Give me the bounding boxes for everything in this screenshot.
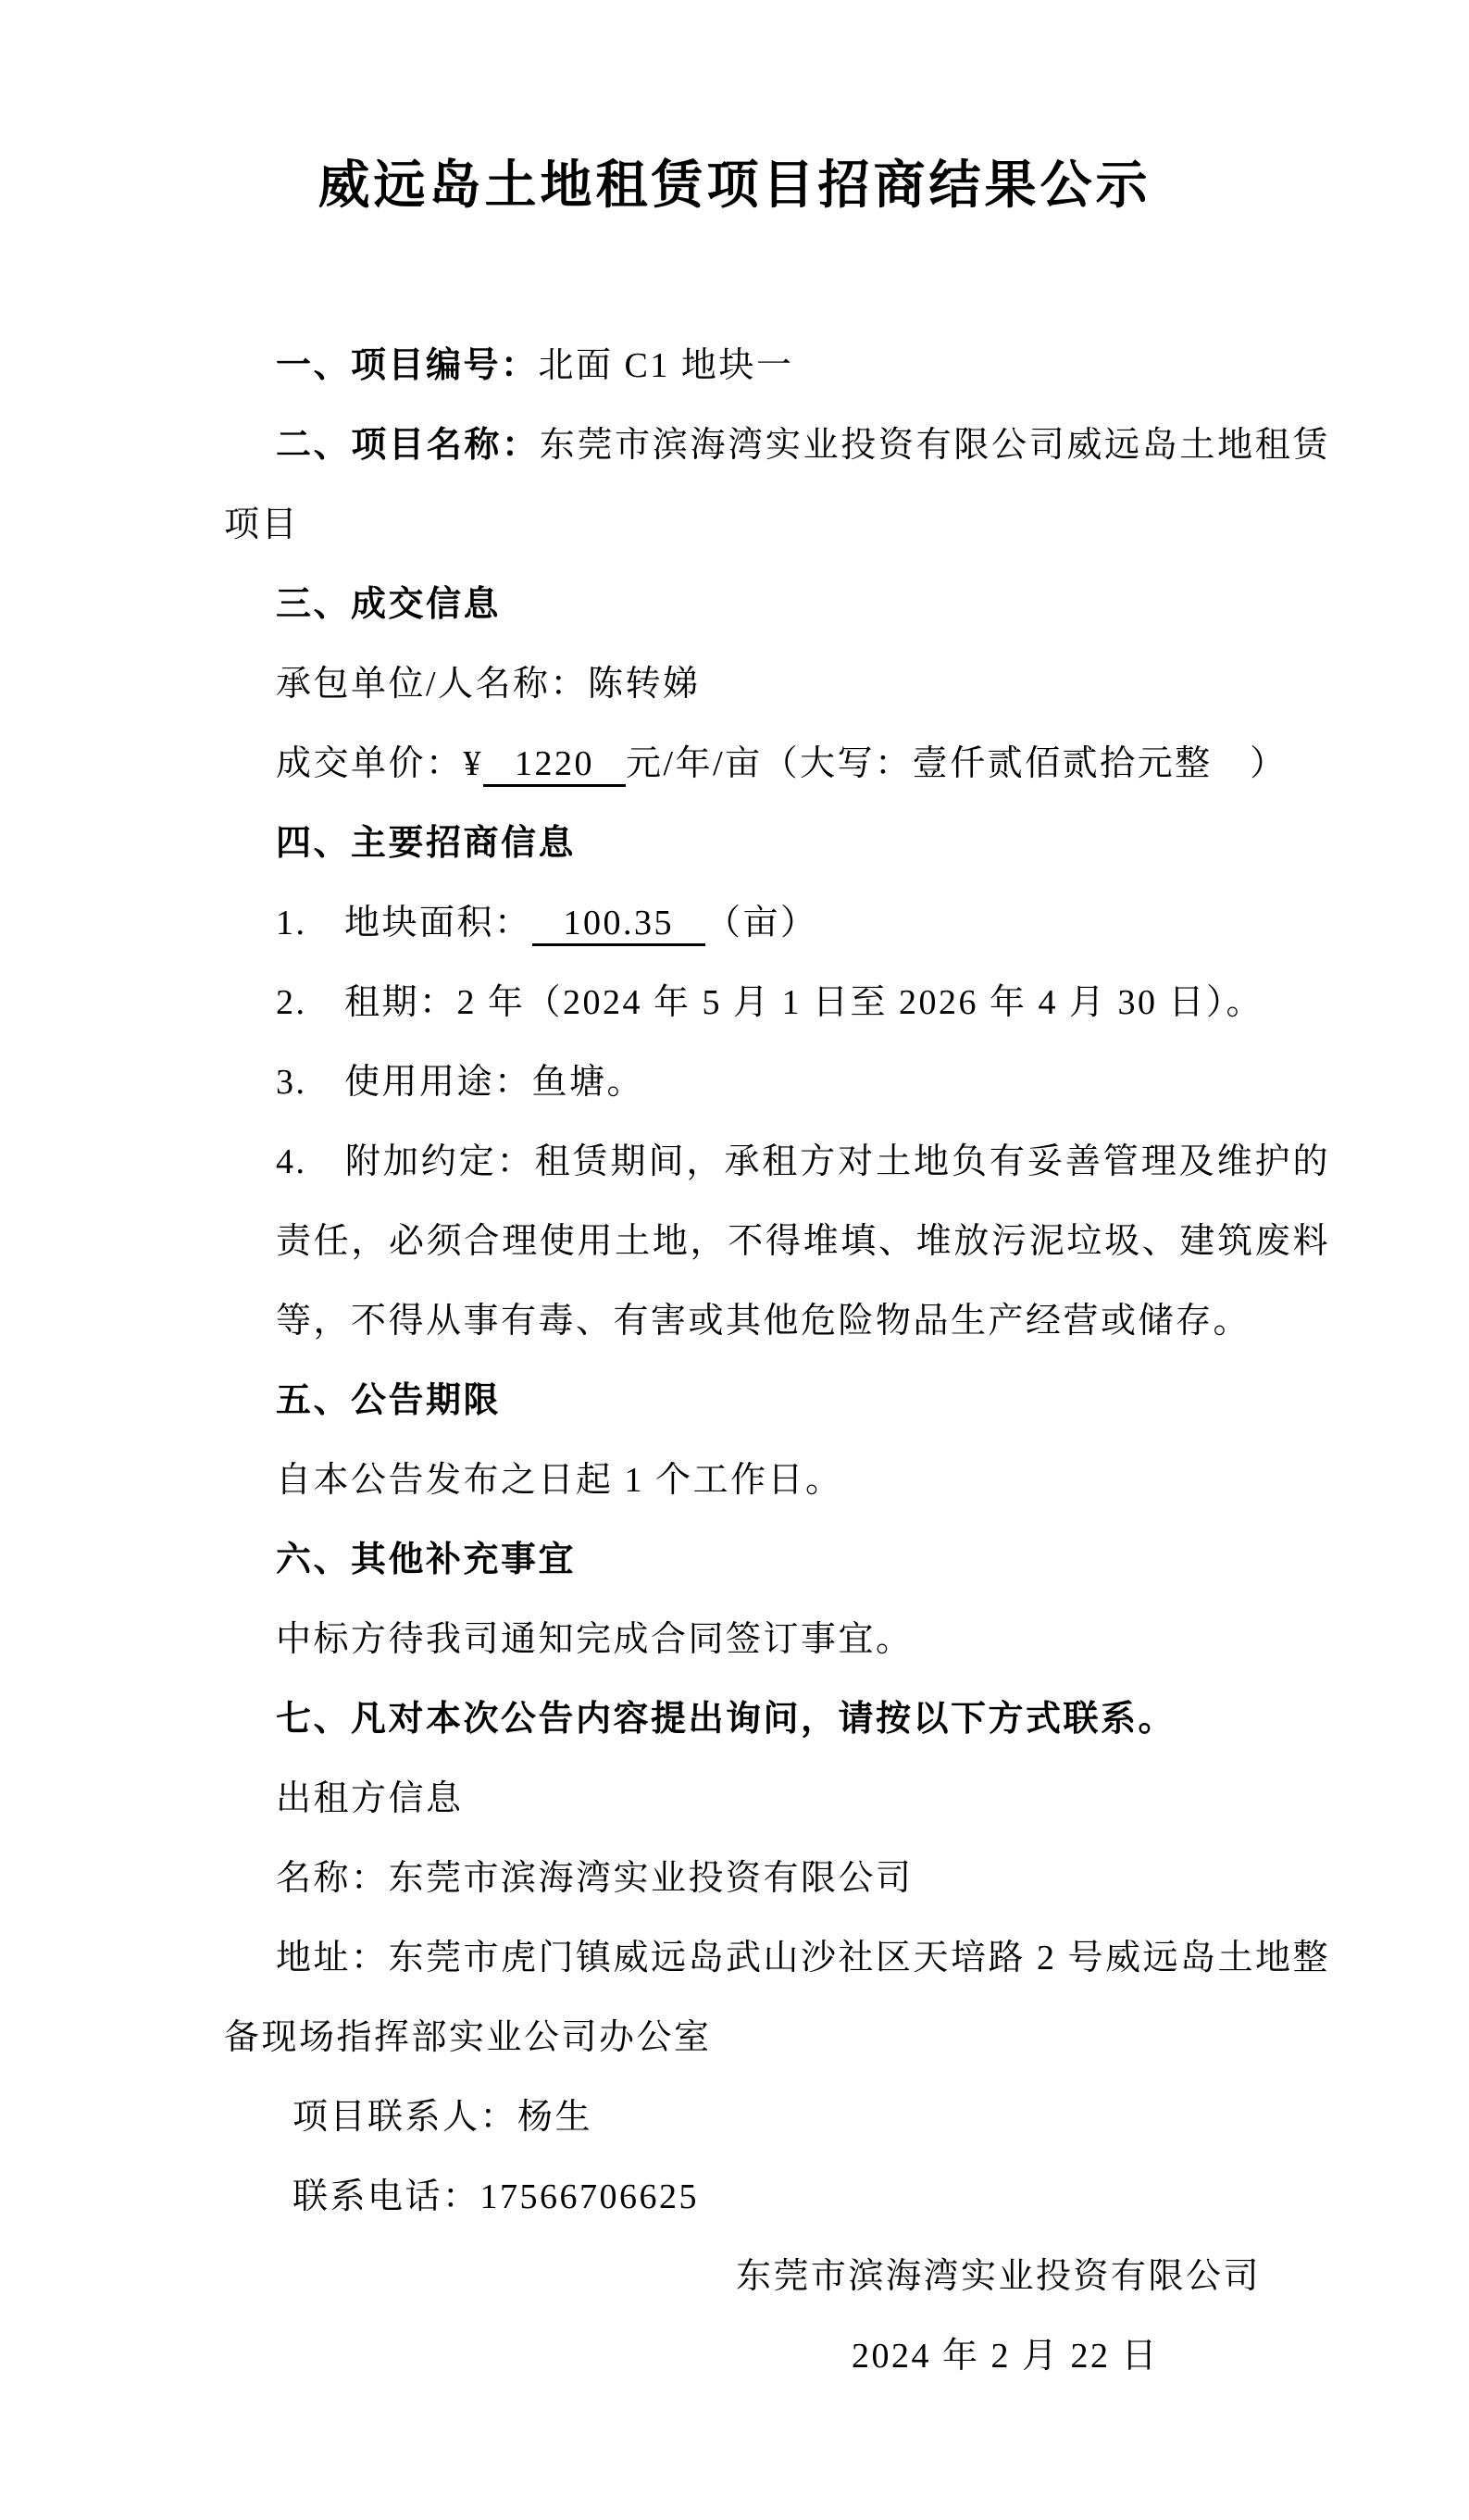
line-usage: 3. 使用用途：鱼塘。 xyxy=(276,1063,645,1102)
line-additional-terms-2: 责任，必须合理使用土地，不得堆填、堆放污泥垃圾、建筑废料 xyxy=(276,1222,1330,1261)
line-lessor-info: 出租方信息 xyxy=(276,1779,464,1818)
deal-price-prefix: 成交单价：¥ xyxy=(276,744,484,783)
deal-price-value: 1220 xyxy=(483,745,626,787)
line-deal-price xyxy=(224,724,1330,804)
line-lessor-address-1: 地址：东莞市虎门镇威远岛武山沙社区天培路 2 号威远岛土地整 xyxy=(276,1939,1330,1977)
line-contractor-name: 承包单位/人名称：陈转娣 xyxy=(276,665,701,704)
project-number-label: 一、项目编号： xyxy=(276,346,539,385)
line-additional-terms-3: 等，不得从事有毒、有害或其他危险物品生产经营或储存。 xyxy=(276,1302,1251,1341)
project-name-value: 东莞市滨海湾实业投资有限公司威远岛土地租赁 xyxy=(539,426,1330,465)
heading-contact: 七、凡对本次公告内容提出询问，请按以下方式联系。 xyxy=(276,1700,1176,1739)
line-lessor-address-2: 备现场指挥部实业公司办公室 xyxy=(224,2018,712,2057)
deal-price-suffix: 元/年/亩（大写：壹仟贰佰贰拾元整 ） xyxy=(626,744,1288,783)
land-area-suffix: （亩） xyxy=(705,904,818,942)
line-contact-person: 项目联系人：杨生 xyxy=(293,2098,593,2137)
line-project-name xyxy=(224,405,1330,485)
line-lessor-name: 名称：东莞市滨海湾实业投资有限公司 xyxy=(276,1859,914,1898)
heading-deal-info: 三、成交信息 xyxy=(276,585,502,624)
heading-notice-period: 五、公告期限 xyxy=(276,1381,502,1420)
line-project-name-continuation: 项目 xyxy=(224,505,300,544)
line-supplementary-text: 中标方待我司通知完成合同签订事宜。 xyxy=(276,1620,914,1659)
heading-main-info: 四、主要招商信息 xyxy=(276,824,577,863)
line-contact-phone: 联系电话：17566706625 xyxy=(293,2177,700,2216)
land-area-value: 100.35 xyxy=(532,904,706,946)
line-notice-period-text: 自本公告发布之日起 1 个工作日。 xyxy=(276,1461,843,1500)
line-signature-date: 2024 年 2 月 22 日 xyxy=(851,2337,1159,2376)
line-additional-terms-1: 4. 附加约定：租赁期间，承租方对土地负有妥善管理及维护的 xyxy=(276,1142,1330,1181)
land-area-prefix: 1. 地块面积： xyxy=(276,904,532,942)
line-lease-term: 2. 租期：2 年（2024 年 5 月 1 日至 2026 年 4 月 30 日）。 xyxy=(276,983,1264,1022)
document-title: 威远岛土地租赁项目招商结果公示 xyxy=(317,157,1152,215)
line-project-number xyxy=(224,326,1330,405)
line-signature-company: 东莞市滨海湾实业投资有限公司 xyxy=(735,2257,1261,2296)
heading-supplementary: 六、其他补充事宜 xyxy=(276,1541,577,1579)
project-name-label: 二、项目名称： xyxy=(276,426,540,465)
document-body xyxy=(224,326,1330,2396)
line-land-area xyxy=(224,883,1330,963)
project-number-value: 北面 C1 地块一 xyxy=(538,346,794,385)
